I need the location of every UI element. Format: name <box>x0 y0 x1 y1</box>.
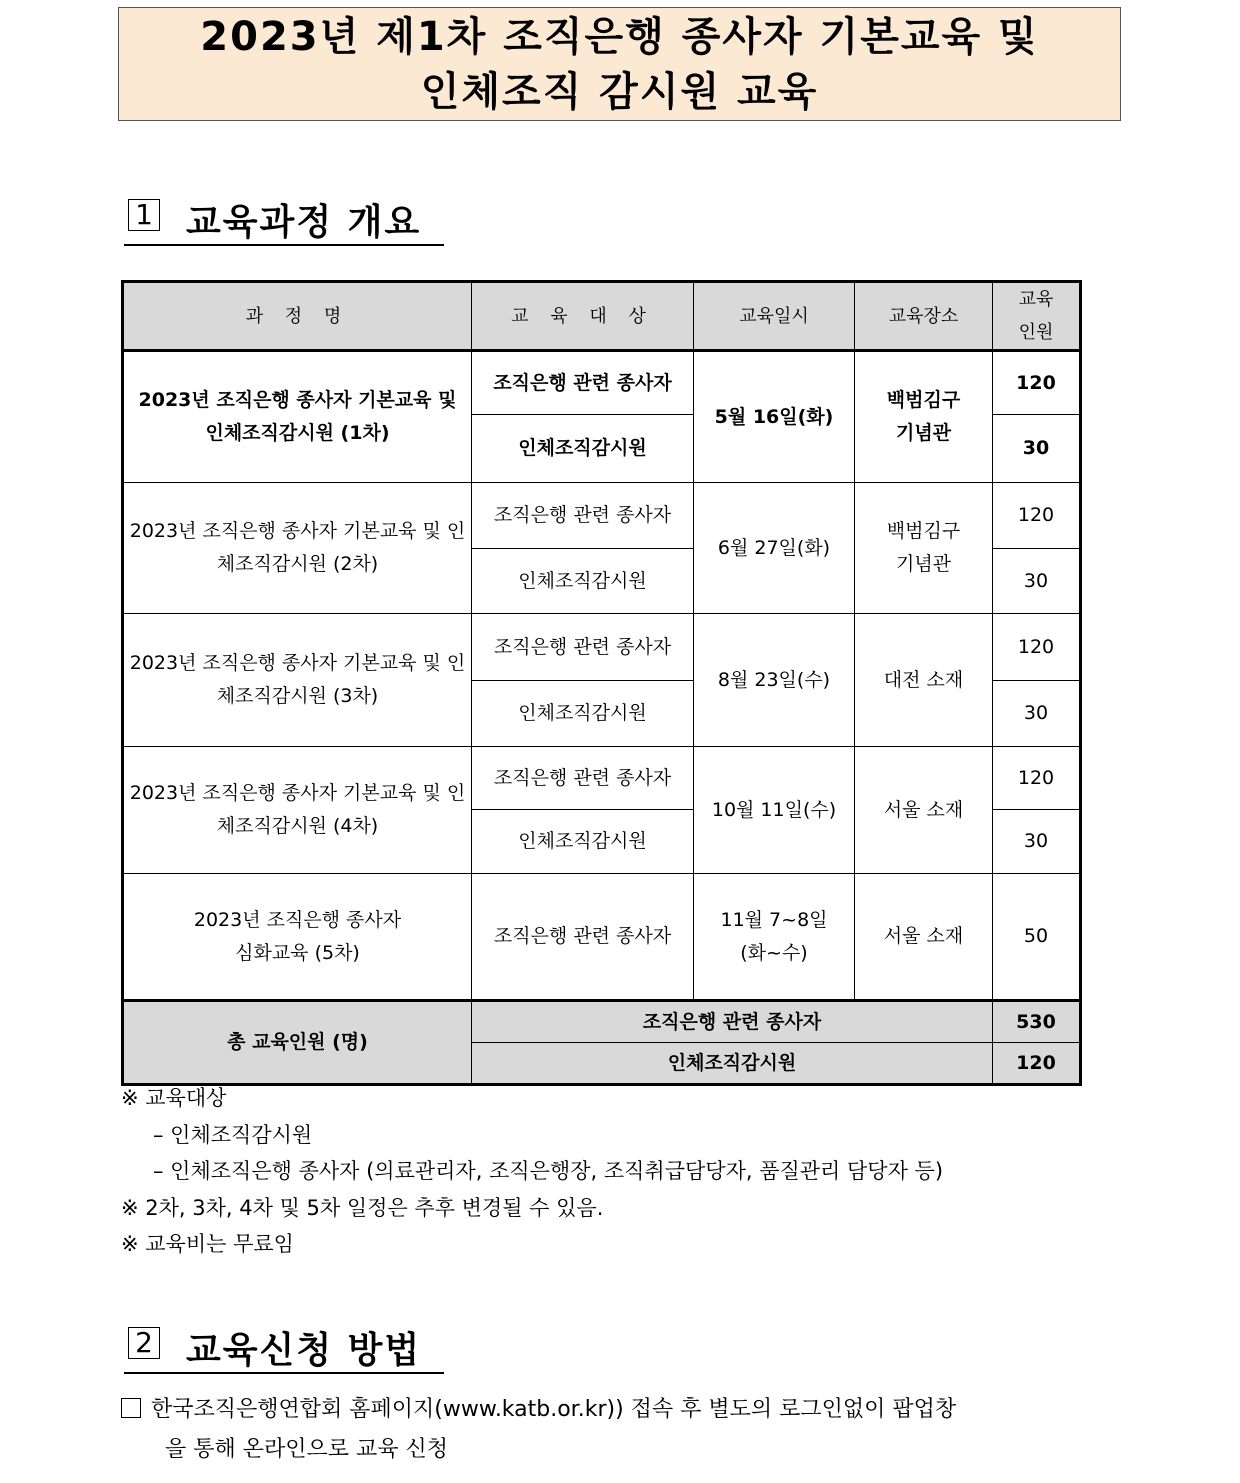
apply-method <box>121 1390 1131 1470</box>
header-count: 교육 인원 <box>993 282 1081 351</box>
section-2-number: 2 <box>128 1327 160 1359</box>
total-row-1 <box>123 1001 1081 1043</box>
count-staff: 120 <box>993 747 1081 810</box>
table-row-5 <box>123 874 1081 1001</box>
course-name: 2023년 조직은행 종사자 기본교육 및 인체조직감시원 (2차) <box>123 483 472 614</box>
table-row <box>123 351 1081 415</box>
course-place: 서울 소재 <box>855 747 993 874</box>
total-count-1: 530 <box>993 1001 1081 1043</box>
target-staff: 조직은행 관련 종사자 <box>472 483 694 549</box>
note-target-heading: ※ 교육대상 <box>121 1086 227 1110</box>
count-staff: 120 <box>993 351 1081 415</box>
header-course: 과 정 명 <box>123 282 472 351</box>
row5-course: 2023년 조직은행 종사자 심화교육 (5차) <box>123 874 472 1001</box>
course-date: 10월 11일(수) <box>694 747 855 874</box>
target-monitor: 인체조직감시원 <box>472 681 694 747</box>
notes <box>121 1080 943 1263</box>
row5-date: 11월 7~8일 (화~수) <box>694 874 855 1001</box>
target-monitor: 인체조직감시원 <box>472 810 694 874</box>
count-staff: 120 <box>993 483 1081 549</box>
course-place: 백범김구 기념관 <box>855 351 993 483</box>
count-monitor: 30 <box>993 810 1081 874</box>
target-staff: 조직은행 관련 종사자 <box>472 614 694 681</box>
course-place: 백범김구 기념관 <box>855 483 993 614</box>
table-header-row <box>123 282 1081 351</box>
note-target-item-2: – 인체조직은행 종사자 (의료관리자, 조직은행장, 조직취급담당자, 품질관리 담당자 등) <box>153 1159 944 1183</box>
title-line-2: 인체조직 감시원 교육 <box>420 69 819 115</box>
course-place: 대전 소재 <box>855 614 993 747</box>
section-2-title: 교육신청 방법 <box>186 1330 422 1371</box>
section-1-number: 1 <box>128 199 160 231</box>
section-1-title: 교육과정 개요 <box>186 202 422 243</box>
total-target-2: 인체조직감시원 <box>472 1043 993 1085</box>
course-date: 6월 27일(화) <box>694 483 855 614</box>
table-row <box>123 614 1081 681</box>
course-name: 2023년 조직은행 종사자 기본교육 및 인체조직감시원 (3차) <box>123 614 472 747</box>
count-monitor: 30 <box>993 415 1081 483</box>
header-place: 교육장소 <box>855 282 993 351</box>
course-date: 8월 23일(수) <box>694 614 855 747</box>
note-fee: ※ 교육비는 무료임 <box>121 1232 294 1256</box>
table-row <box>123 747 1081 810</box>
count-monitor: 30 <box>993 549 1081 614</box>
count-staff: 120 <box>993 614 1081 681</box>
title-line-1: 2023년 제1차 조직은행 종사자 기본교육 및 <box>200 14 1039 60</box>
section-1-heading <box>124 196 444 246</box>
row5-place: 서울 소재 <box>855 874 993 1001</box>
total-label: 총 교육인원 (명) <box>123 1001 472 1085</box>
course-name: 2023년 조직은행 종사자 기본교육 및 인체조직감시원 (4차) <box>123 747 472 874</box>
apply-line-1: 한국조직은행연합회 홈페이지(www.katb.or.kr)) 접속 후 별도의 로그인없이 팝업창 <box>151 1397 957 1422</box>
total-target-1: 조직은행 관련 종사자 <box>472 1001 993 1043</box>
target-monitor: 인체조직감시원 <box>472 549 694 614</box>
note-schedule: ※ 2차, 3차, 4차 및 5차 일정은 추후 변경될 수 있음. <box>121 1195 604 1220</box>
table-row <box>123 483 1081 549</box>
header-target: 교 육 대 상 <box>472 282 694 351</box>
course-date: 5월 16일(화) <box>694 351 855 483</box>
row5-count: 50 <box>993 874 1081 1001</box>
row5-target: 조직은행 관련 종사자 <box>472 874 694 1001</box>
total-count-2: 120 <box>993 1043 1081 1085</box>
target-monitor: 인체조직감시원 <box>472 415 694 483</box>
course-name: 2023년 조직은행 종사자 기본교육 및 인체조직감시원 (1차) <box>123 351 472 483</box>
header-date: 교육일시 <box>694 282 855 351</box>
checkbox-bullet-icon <box>121 1398 141 1418</box>
count-monitor: 30 <box>993 681 1081 747</box>
course-table <box>121 280 1082 1086</box>
section-2-heading <box>124 1324 444 1374</box>
note-target-item-1: – 인체조직감시원 <box>153 1122 313 1147</box>
apply-line-2: 을 통해 온라인으로 교육 신청 <box>165 1437 448 1462</box>
document-title <box>118 7 1121 121</box>
target-staff: 조직은행 관련 종사자 <box>472 747 694 810</box>
target-staff: 조직은행 관련 종사자 <box>472 351 694 415</box>
